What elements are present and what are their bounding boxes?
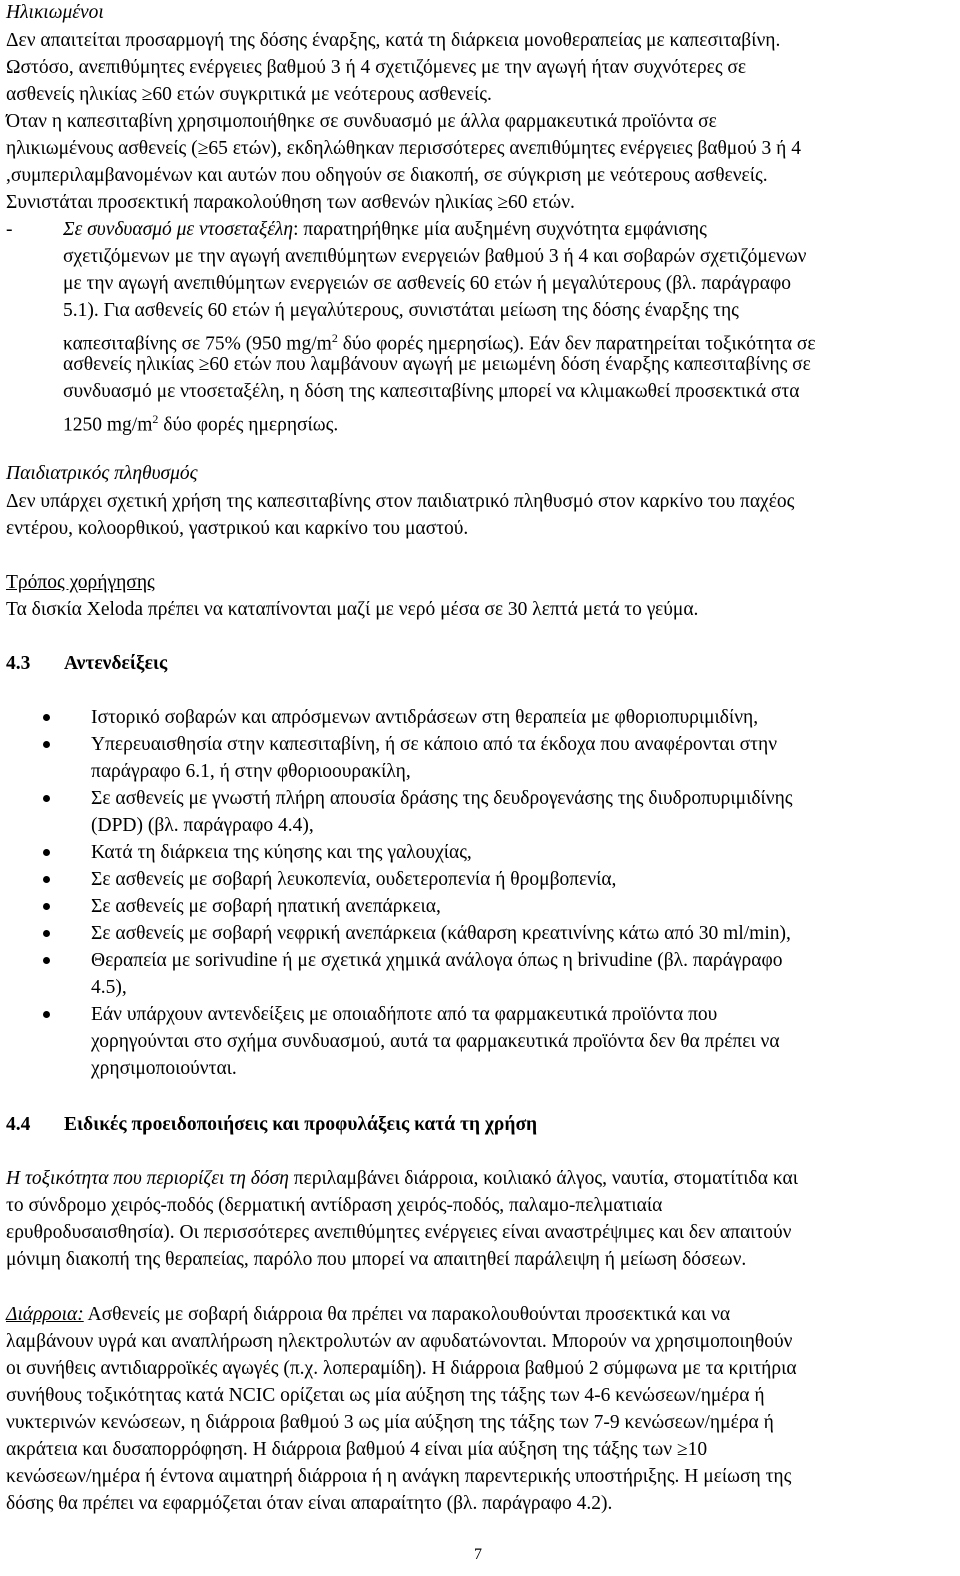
dlt-label: Η τοξικότητα που περιορίζει τη δόση <box>6 1168 289 1189</box>
pediatric-line-2: εντέρου, κολοορθικού, γαστρικού και καρκίνο του μαστού. <box>6 518 469 539</box>
contraindication-item-cont: χρησιμοποιούνται. <box>91 1058 237 1079</box>
elderly-line-5: ηλικιωμένους ασθενείς (≥65 ετών), εκδηλώθηκαν περισσότερες ανεπιθύμητες ενέργειες βαθμού 3 ή 4 <box>6 138 801 159</box>
section-title: Αντενδείξεις <box>64 653 168 674</box>
section-title: Ειδικές προειδοποιήσεις και προφυλάξεις κατά τη χρήση <box>64 1114 538 1135</box>
bullet-icon <box>43 876 50 883</box>
elderly-line-4: Όταν η καπεσιταβίνη χρησιμοποιήθηκε σε συνδυασμό με άλλα φαρμακευτικά προϊόντα σε <box>6 111 717 132</box>
contraindication-item: Εάν υπάρχουν αντενδείξεις με οποιαδήποτε από τα φαρμακευτικά προϊόντα που <box>91 1004 718 1025</box>
docetaxel-line-5: καπεσιταβίνης σε 75% (950 $mg/m^2$ δύο φορές ημερησίως). Εάν δεν παρατηρείται τοξικότητα σε <box>63 331 816 355</box>
diarrhoea-line-6: ακράτεια και δυσαπορρόφηση. Η διάρροια βαθμού 4 είναι μία αύξηση της τάξης των ≥10 <box>6 1439 708 1460</box>
elderly-line-1: Δεν απαιτείται προσαρμογή της δόσης έναρξης, κατά τη διάρκεια μονοθεραπείας με καπεσιταβίνη. <box>6 30 781 51</box>
section-number: 4.4 <box>6 1114 31 1135</box>
dlt-line-4: μόνιμη διακοπή της θεραπείας, παρόλο που μπορεί να απαιτηθεί παράλειψη ή μείωση δόσεων. <box>6 1249 747 1270</box>
bullet-icon <box>43 849 50 856</box>
administration-text: Τα δισκία Xeloda πρέπει να καταπίνονται μαζί με νερό μέσα σε 30 λεπτά μετά το γεύμα. <box>6 599 699 620</box>
diarrhoea-label: Διάρροια: <box>6 1304 84 1325</box>
elderly-line-7: Συνιστάται προσεκτική παρακολούθηση των ασθενών ηλικίας ≥60 ετών. <box>6 192 575 213</box>
bullet-icon <box>43 741 50 748</box>
docetaxel-line-3: με την αγωγή ανεπιθύμητων ενεργειών σε ασθενείς 60 ετών ή μεγαλύτερους (βλ. παράγραφο <box>63 273 791 294</box>
diarrhoea-line-2: λαμβάνουν υγρά και αναπλήρωση ηλεκτρολυτών αν αφυδατώνονται. Μπορούν να χρησιμοποιηθούν <box>6 1331 793 1352</box>
contraindication-item: Ιστορικό σοβαρών και απρόσμενων αντιδράσεων στη θεραπεία με φθοριοπυριμιδίνη, <box>91 707 759 728</box>
pediatric-heading: Παιδιατρικός πληθυσμός <box>6 463 198 484</box>
docetaxel-line-8: 1250 $mg/m^2$ δύο φορές ημερησίως. <box>63 412 339 436</box>
contraindication-item: Σε ασθενείς με σοβαρή ηπατική ανεπάρκεια, <box>91 896 441 917</box>
docetaxel-line-7: συνδυασμό με ντοσεταξέλη, η δόση της καπεσιταβίνης μπορεί να κλιμακωθεί προσεκτικά στα <box>63 381 800 402</box>
dlt-line-1: Η τοξικότητα που περιορίζει τη δόση περιλαμβάνει διάρροια, κοιλιακό άλγος, ναυτία, στοματίτιδα και <box>6 1168 798 1189</box>
diarrhoea-line-7: κενώσεων/ημέρα ή έντονα αιματηρή διάρροια ή η ανάγκη παρεντερικής υποστήριξης. Η μείωση της <box>6 1466 792 1487</box>
docetaxel-line-6: ασθενείς ηλικίας ≥60 ετών που λαμβάνουν αγωγή με μειωμένη δόση έναρξης καπεσιταβίνης σε <box>63 354 811 375</box>
docetaxel-line-2: σχετιζόμενων με την αγωγή ανεπιθύμητων ενεργειών βαθμού 3 ή 4 και σοβαρών σχετιζόμενων <box>63 246 807 267</box>
section-4-3-heading <box>6 651 167 677</box>
contraindication-item: Σε ασθενείς με γνωστή πλήρη απουσία δράσης της δευδρογενάσης της διυδροπυριμιδίνης <box>91 788 793 809</box>
administration-heading: Τρόπος χορήγησης <box>6 572 155 593</box>
contraindication-item: Κατά τη διάρκεια της κύησης και της γαλουχίας, <box>91 842 472 863</box>
section-number: 4.3 <box>6 653 31 674</box>
bullet-icon <box>43 795 50 802</box>
section-4-4-heading <box>6 1112 537 1138</box>
diarrhoea-line-4: συνήθους τοξικότητας κατά NCIC ορίζεται ως μία αύξηση της τάξης των 4-6 κενώσεων/ημέρα ή <box>6 1385 765 1406</box>
bullet-icon <box>43 903 50 910</box>
bullet-icon <box>43 930 50 937</box>
contraindication-item: Σε ασθενείς με σοβαρή λευκοπενία, ουδετεροπενία ή θρομβοπενία, <box>91 869 617 890</box>
docetaxel-line-4: 5.1). Για ασθενείς 60 ετών ή μεγαλύτερους, συνιστάται μείωση της δόσης έναρξης της <box>63 300 739 321</box>
elderly-heading: Ηλικιωμένοι <box>6 2 104 23</box>
contraindication-item-cont: 4.5), <box>91 977 127 998</box>
docetaxel-line-1: Σε συνδυασμό με ντοσεταξέλη: παρατηρήθηκε μία αυξημένη συχνότητα εμφάνισης <box>63 219 707 240</box>
docetaxel-dash: - <box>6 219 13 240</box>
contraindication-item: Θεραπεία με sorivudine ή με σχετικά χημικά ανάλογα όπως η brivudine (βλ. παράγραφο <box>91 950 783 971</box>
diarrhoea-line-8: δόσης θα πρέπει να εφαρμόζεται όταν είναι απαραίτητο (βλ. παράγραφο 4.2). <box>6 1493 613 1514</box>
bullet-icon <box>43 957 50 964</box>
elderly-line-2: Ωστόσο, ανεπιθύμητες ενέργειες βαθμού 3 ή 4 σχετιζόμενες με την αγωγή ήταν συχνότερες σε <box>6 57 747 78</box>
contraindication-item-cont: χορηγούνται στο σχήμα συνδυασμού, αυτά τα φαρμακευτικά προϊόντα δεν θα πρέπει να <box>91 1031 780 1052</box>
page-number: 7 <box>474 1546 482 1563</box>
contraindication-item: Υπερευαισθησία στην καπεσιταβίνη, ή σε κάποιο από τα έκδοχα που αναφέρονται στην <box>91 734 778 755</box>
diarrhoea-line-1: Διάρροια: Ασθενείς με σοβαρή διάρροια θα πρέπει να παρακολουθούνται προσεκτικά και να <box>6 1304 731 1325</box>
docetaxel-label: Σε συνδυασμό με ντοσεταξέλη <box>63 219 294 240</box>
diarrhoea-line-5: νυκτερινών κενώσεων, η διάρροια βαθμού 3 ως μία αύξηση της τάξης των 7-9 κενώσεων/ημέρα ή <box>6 1412 774 1433</box>
bullet-icon <box>43 1011 50 1018</box>
elderly-line-6: ,συμπεριλαμβανομένων και αυτών που οδηγούν σε διακοπή, σε σύγκριση με νεότερους ασθενείς. <box>6 165 768 186</box>
contraindication-item-cont: παράγραφο 6.1, ή στην φθοριοουρακίλη, <box>91 761 411 782</box>
bullet-icon <box>43 714 50 721</box>
pediatric-line-1: Δεν υπάρχει σχετική χρήση της καπεσιταβίνης στον παιδιατρικό πληθυσμό στον καρκίνο του παχέος <box>6 491 795 512</box>
dlt-line-2: το σύνδρομο χειρός-ποδός (δερματική αντίδραση χειρός-ποδός, παλαμο-πελματιαία <box>6 1195 663 1216</box>
dlt-line-3: ερυθροδυσαισθησία). Οι περισσότερες ανεπιθύμητες ενέργειες είναι αναστρέψιμες και δεν απαιτούν <box>6 1222 792 1243</box>
contraindication-item: Σε ασθενείς με σοβαρή νεφρική ανεπάρκεια (κάθαρση κρεατινίνης κάτω από 30 ml/min), <box>91 923 791 944</box>
elderly-line-3: ασθενείς ηλικίας ≥60 ετών συγκριτικά με νεότερους ασθενείς. <box>6 84 492 105</box>
diarrhoea-line-3: οι συνήθεις αντιδιαρροϊκές αγωγές (π.χ. λοπεραμίδη). Η διάρροια βαθμού 2 σύμφωνα με τα κριτήρια <box>6 1358 797 1379</box>
contraindication-item-cont: (DPD) (βλ. παράγραφο 4.4), <box>91 815 314 836</box>
